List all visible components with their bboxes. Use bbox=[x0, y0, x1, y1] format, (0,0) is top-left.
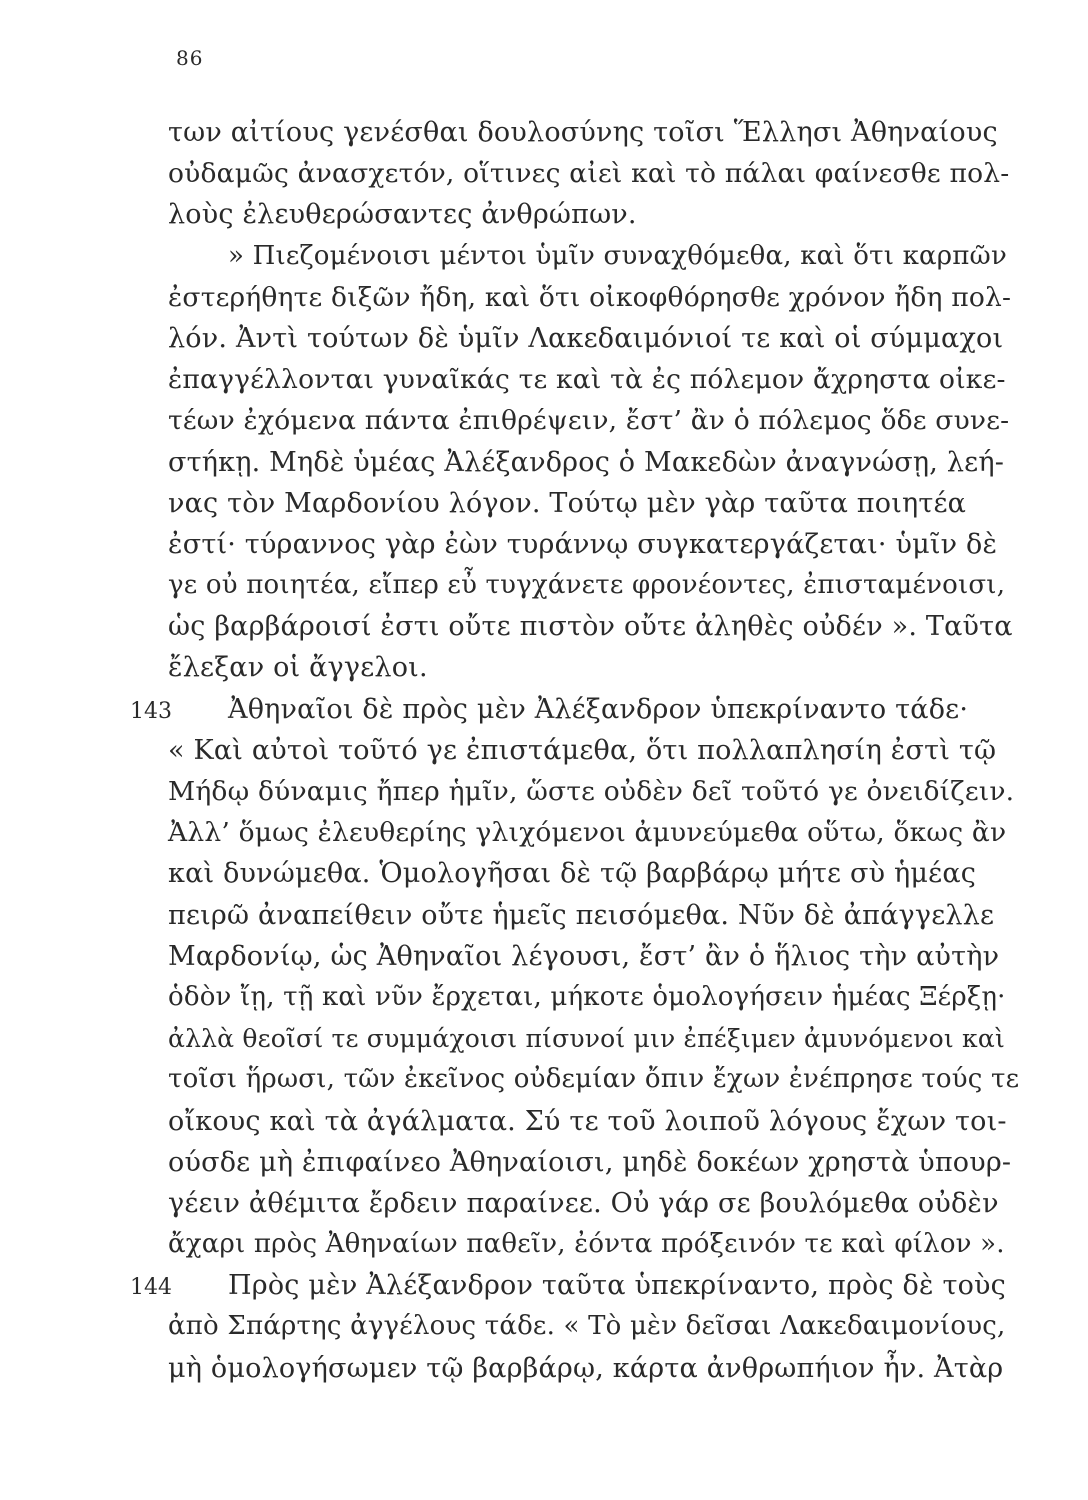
text-line: οὐδαμῶς ἀνασχετόν, οἵτινες αἰεὶ καὶ τὸ πάλαι φαίνεσθε πολ- bbox=[168, 158, 1010, 190]
text-line: γε οὐ ποιητέα, εἴπερ εὖ τυγχάνετε φρονέοντες, ἐπισταμένοισι, bbox=[168, 570, 1006, 601]
text-line: λοὺς ἐλευθερώσαντες ἀνθρώπων. bbox=[168, 199, 637, 231]
text-line: ὁδὸν ἴῃ, τῇ καὶ νῦν ἔρχεται, μήκοτε ὁμολογήσειν ἡμέας Ξέρξῃ· bbox=[168, 981, 1006, 1012]
text-line: ἐπαγγέλλονται γυναῖκάς τε καὶ τὰ ἐς πόλεμον ἄχρηστα οἰκε- bbox=[168, 364, 1006, 396]
text-line: τέων ἐχόμενα πάντα ἐπιθρέψειν, ἔστ’ ἂν ὁ πόλεμος ὅδε συνε- bbox=[168, 405, 1010, 437]
text-line: ἄχαρι πρὸς Ἀθηναίων παθεῖν, ἐόντα πρόξεινόν τε καὶ φίλον ». bbox=[168, 1229, 1005, 1260]
text-line: Ἀλλ’ ὅμως ἐλευθερίης γλιχόμενοι ἀμυνεύμεθα οὕτω, ὅκως ἂν bbox=[168, 817, 1007, 849]
text-line: Μήδῳ δύναμις ἤπερ ἡμῖν, ὥστε οὐδὲν δεῖ τοῦτό γε ὀνειδίζειν. bbox=[168, 776, 1015, 807]
page-number: 86 bbox=[176, 46, 204, 70]
section-number-143: 143 bbox=[130, 699, 172, 724]
text-line: ούσδε μὴ ἐπιφαίνεο Ἀθηναίοισι, μηδὲ δοκέων χρηστὰ ὑπουρ- bbox=[168, 1146, 1012, 1178]
text-line: γέειν ἀθέμιτα ἔρδειν παραίνεε. Οὐ γάρ σε βουλόμεθα οὐδὲν bbox=[168, 1187, 999, 1219]
text-line: ἀλλὰ θεοῖσί τε συμμάχοισι πίσυνοί μιν ἐπέξιμεν ἀμυνόμενοι καὶ bbox=[168, 1024, 1005, 1054]
text-line: καὶ δυνώμεθα. Ὁμολογῆσαι δὲ τῷ βαρβάρῳ μήτε σὺ ἡμέας bbox=[168, 858, 977, 890]
text-line: στήκῃ. Μηδὲ ὑμέας Ἀλέξανδρος ὁ Μακεδὼν ἀναγνώσῃ, λεή- bbox=[168, 446, 1005, 478]
text-line: Ἀθηναῖοι δὲ πρὸς μὲν Ἀλέξανδρον ὑπεκρίναντο τάδε· bbox=[228, 693, 969, 725]
text-line: μὴ ὁμολογήσωμεν τῷ βαρβάρῳ, κάρτα ἀνθρωπήιον ἦν. Ἀτὰρ bbox=[168, 1352, 1004, 1384]
text-line: οἴκους καὶ τὰ ἀγάλματα. Σύ τε τοῦ λοιποῦ λόγους ἔχων τοι- bbox=[168, 1105, 1007, 1137]
text-line: Πρὸς μὲν Ἀλέξανδρον ταῦτα ὑπεκρίναντο, πρὸς δὲ τοὺς bbox=[228, 1270, 1006, 1302]
text-line: πειρῶ ἀναπείθειν οὔτε ἡμεῖς πεισόμεθα. Νῦν δὲ ἀπάγγελλε bbox=[168, 899, 995, 931]
text-line: ἐστί· τύραννος γὰρ ἐὼν τυράννῳ συγκατεργάζεται· ὑμῖν δὲ bbox=[168, 528, 998, 560]
text-line: Μαρδονίῳ, ὡς Ἀθηναῖοι λέγουσι, ἔστ’ ἂν ὁ ἥλιος τὴν αὐτὴν bbox=[168, 940, 1000, 972]
greek-text-body bbox=[168, 112, 1018, 1389]
text-line: » Πιεζομένοισι μέντοι ὑμῖν συναχθόμεθα, καὶ ὅτι καρπῶν bbox=[228, 240, 1007, 271]
text-line: ἀπὸ Σπάρτης ἀγγέλους τάδε. « Τὸ μὲν δεῖσαι Λακεδαιμονίους, bbox=[168, 1311, 1006, 1342]
text-line: ἐστερήθητε διξῶν ἤδη, καὶ ὅτι οἰκοφθόρησθε χρόνον ἤδη πολ- bbox=[168, 281, 1012, 313]
text-line: ἔλεξαν οἱ ἄγγελοι. bbox=[168, 652, 428, 684]
text-line: ὡς βαρβάροισί ἐστι οὔτε πιστὸν οὔτε ἀληθὲς οὐδέν ». Ταῦτα bbox=[168, 611, 1013, 643]
section-number-144: 144 bbox=[130, 1275, 172, 1300]
text-line: λόν. Ἀντὶ τούτων δὲ ὑμῖν Λακεδαιμόνιοί τε καὶ οἱ σύμμαχοι bbox=[168, 322, 1004, 354]
text-line: « Καὶ αὐτοὶ τοῦτό γε ἐπιστάμεθα, ὅτι πολλαπλησίη ἐστὶ τῷ bbox=[168, 734, 997, 766]
text-line: των αἰτίους γενέσθαι δουλοσύνης τοῖσι Ἕλλησι Ἀθηναίους bbox=[168, 117, 998, 148]
text-line: τοῖσι ἥρωσι, τῶν ἐκεῖνος οὐδεμίαν ὄπιν ἔχων ἐνέπρησε τούς τε bbox=[168, 1064, 1020, 1095]
text-line: νας τὸν Μαρδονίου λόγον. Τούτῳ μὲν γὰρ ταῦτα ποιητέα bbox=[168, 487, 967, 519]
